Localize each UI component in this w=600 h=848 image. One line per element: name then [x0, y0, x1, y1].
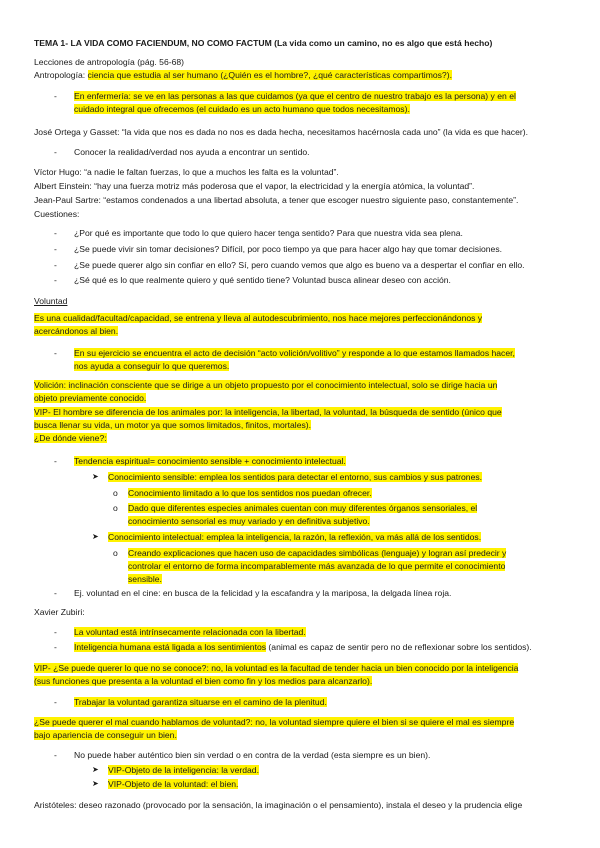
enfermeria-text-1: En enfermería: se ve en las personas a las que cuidamos (ya que el centro de nuestro trabajo es la persona) y en el: [74, 91, 516, 101]
dado-text-1: Dado que diferentes especies animales cuentan con muy diferentes órganos sensoriales, el: [128, 503, 478, 513]
antropologia-definition: ciencia que estudia al ser humano (¿Quién es el hombre?, ¿qué características compartimos?).: [87, 70, 452, 80]
antropologia-label: Antropología:: [34, 70, 86, 80]
dado-line-2: [128, 516, 566, 527]
zubiri-text-1: La voluntad está intrínsecamente relacionada con la libertad.: [74, 627, 306, 637]
tendencia-line: [74, 456, 566, 467]
question-3: ¿Se puede querer algo sin confiar en ello? Sí, pero cuando vemos que algo es bueno va a despertar el confiar en ello.: [74, 260, 525, 270]
volicion-line-1: [34, 380, 566, 391]
arrow-bullet-icon: ➤: [92, 779, 99, 788]
tendencia-text: Tendencia espiritual= conocimiento sensible + conocimiento intelectual.: [74, 456, 346, 466]
trabajar-line: [74, 697, 566, 708]
creando-line-2: [128, 561, 566, 572]
donde-viene-text: ¿De dónde viene?:: [34, 433, 107, 443]
bullet-dash: -: [54, 588, 57, 598]
lecciones-heading: Lecciones de antropología (pág. 56-68): [34, 57, 185, 67]
donde-viene-line: [34, 433, 566, 444]
bullet-dash: -: [54, 697, 57, 707]
sensible-text: Conocimiento sensible: emplea los sentidos para detectar el entorno, sus cambios y sus patrones.: [108, 472, 483, 482]
vip-conoce-text-1: VIP- ¿Se puede querer lo que no se conoce?: no, la voluntad es la facultad de tender hacia un bien conocido por la inteligencia: [34, 663, 519, 673]
dado-line-1: [128, 503, 566, 514]
hugo-quote: Víctor Hugo: “a nadie le faltan fuerzas, lo que a muchos les falta es la voluntad”.: [34, 167, 339, 177]
bullet-dash: -: [54, 642, 57, 652]
enfermeria-line-2: [74, 104, 566, 115]
voluntad-def-text-1: Es una cualidad/facultad/capacidad, se entrena y lleva al autodescubrimiento, nos hace mejores perfeccionándonos y: [34, 313, 483, 323]
circle-bullet-icon: o: [113, 503, 118, 513]
zubiri-line-2: [74, 642, 566, 653]
ejercicio-line-2: [74, 361, 566, 372]
enfermeria-line-1: [74, 91, 566, 102]
creando-line-1: [128, 548, 566, 559]
sensible-line: [108, 472, 566, 483]
bullet-dash: -: [54, 244, 57, 254]
mal-line-1: [34, 717, 566, 728]
voluntad-def-line-2: [34, 326, 566, 337]
voluntad-def-text-2: acercándonos al bien.: [34, 326, 119, 336]
bullet-dash: -: [54, 228, 57, 238]
mal-text-2: bajo apariencia de conseguir un bien.: [34, 730, 177, 740]
aristoteles-line: Aristóteles: deseo razonado (provocado por la sensación, la imaginación o el pensamiento), instala el deseo y la prudencia elige: [34, 800, 523, 810]
ortega-quote: José Ortega y Gasset: “la vida que nos es dada no nos es dada hecha, necesitamos hacérnosla cada uno” (la vida es que hacer).: [34, 127, 528, 137]
arrow-bullet-icon: ➤: [92, 532, 99, 541]
bullet-dash: -: [54, 627, 57, 637]
autentico-line: No puede haber auténtico bien sin verdad o en contra de la verdad (esta siempre es un bien).: [74, 750, 431, 760]
intelectual-line: [108, 532, 566, 543]
circle-bullet-icon: o: [113, 488, 118, 498]
zubiri-text-2-highlight: Inteligencia humana está ligada a los sentimientos: [74, 642, 267, 652]
bullet-dash: -: [54, 348, 57, 358]
objeto-voluntad-text: VIP-Objeto de la voluntad: el bien.: [108, 779, 239, 789]
question-1: ¿Por qué es importante que todo lo que quiero hacer tenga sentido? Para que nuestra vida sea plena.: [74, 228, 463, 238]
cuestiones-heading: Cuestiones:: [34, 209, 80, 219]
ejercicio-text-1: En su ejercicio se encuentra el acto de decisión “acto volición/volitivo” y responde a lo que estamos llamados hacer,: [74, 348, 515, 358]
creando-text-3: sensible.: [128, 574, 162, 584]
question-4: ¿Sé qué es lo que realmente quiero y qué sentido tiene? Voluntad busca alinear deseo con acción.: [74, 275, 451, 285]
voluntad-def-line-1: [34, 313, 566, 324]
creando-line-3: [128, 574, 566, 585]
zubiri-text-2-plain: (animal es capaz de sentir pero no de reflexionar sobre los sentidos).: [266, 642, 532, 652]
bullet-dash: -: [54, 456, 57, 466]
vip-diferencia-line-1: [34, 407, 566, 418]
bullet-dash: -: [54, 91, 57, 101]
vip-conoce-line-2: [34, 676, 566, 687]
mal-text-1: ¿Se puede querer el mal cuando hablamos de voluntad?: no, la voluntad siempre quiere el bien si se quiere el mal es siempre: [34, 717, 515, 727]
sartre-quote: Jean-Paul Sartre: “estamos condenados a una libertad absoluta, a tener que escoger nuestro siguiente paso, constantemente”.: [34, 195, 519, 205]
circle-bullet-icon: o: [113, 548, 118, 558]
vip-conoce-text-2: (sus funciones que presenta a la voluntad el bien como fin y los medios para alcanzarlo).: [34, 676, 373, 686]
creando-text-1: Creando explicaciones que hacen uso de capacidades simbólicas (lenguaje) y logran así predecir y: [128, 548, 507, 558]
zubiri-heading: Xavier Zubiri:: [34, 607, 85, 617]
vip-diferencia-text-1: VIP- El hombre se diferencia de los animales por: la inteligencia, la libertad, la voluntad, la búsqueda de sentido (único que: [34, 407, 502, 417]
arrow-bullet-icon: ➤: [92, 472, 99, 481]
question-2: ¿Se puede vivir sin tomar decisiones? Difícil, por poco tiempo ya que para hacer algo hay que tomar decisiones.: [74, 244, 503, 254]
bullet-dash: -: [54, 750, 57, 760]
objeto-inteligencia-line: [108, 765, 566, 776]
mal-line-2: [34, 730, 566, 741]
objeto-inteligencia-text: VIP-Objeto de la inteligencia: la verdad.: [108, 765, 259, 775]
bullet-dash: -: [54, 147, 57, 157]
vip-diferencia-line-2: [34, 420, 566, 431]
ejercicio-text-2: nos ayuda a conseguir lo que queremos.: [74, 361, 230, 371]
voluntad-heading: Voluntad: [34, 296, 68, 306]
vip-conoce-line-1: [34, 663, 566, 674]
cine-line: Ej. voluntad en el cine: en busca de la felicidad y la escafandra y la mariposa, la delgada línea roja.: [74, 588, 452, 598]
objeto-voluntad-line: [108, 779, 566, 790]
vip-diferencia-text-2: busca llenar su vida, un motor ya que somos limitados, finitos, mortales).: [34, 420, 312, 430]
einstein-quote: Albert Einstein: “hay una fuerza motriz más poderosa que el vapor, la electricidad y la energía atómica, la voluntad”.: [34, 181, 475, 191]
limitado-text: Conocimiento limitado a lo que los sentidos nos puedan ofrecer.: [128, 488, 372, 498]
volicion-text-1: Volición: inclinación consciente que se dirige a un objeto propuesto por el conocimiento intelectual, solo se dirige hacia un: [34, 380, 498, 390]
bullet-dash: -: [54, 275, 57, 285]
volicion-text-2: objeto previamente conocido.: [34, 393, 147, 403]
creando-text-2: controlar el entorno de forma incomparablemente más avanzada de lo que permite el conocimiento: [128, 561, 506, 571]
intelectual-text: Conocimiento intelectual: emplea la inteligencia, la razón, la reflexión, va más allá de los sentidos.: [108, 532, 482, 542]
antropologia-line: [34, 70, 566, 81]
trabajar-text: Trabajar la voluntad garantiza situarse en el camino de la plenitud.: [74, 697, 327, 707]
bullet-dash: -: [54, 260, 57, 270]
document-title: TEMA 1- LA VIDA COMO FACIENDUM, NO COMO FACTUM (La vida como un camino, no es algo que está hecho): [34, 38, 493, 48]
volicion-line-2: [34, 393, 566, 404]
dado-text-2: conocimiento sensorial es muy variado y en definitiva subjetivo.: [128, 516, 370, 526]
ejercicio-line-1: [74, 348, 566, 359]
arrow-bullet-icon: ➤: [92, 765, 99, 774]
enfermeria-text-2: cuidado integral que ofrecemos (el cuidado es un acto humano que todos necesitamos).: [74, 104, 410, 114]
limitado-line: [128, 488, 566, 499]
conocer-line: Conocer la realidad/verdad nos ayuda a encontrar un sentido.: [74, 147, 310, 157]
zubiri-line-1: [74, 627, 566, 638]
